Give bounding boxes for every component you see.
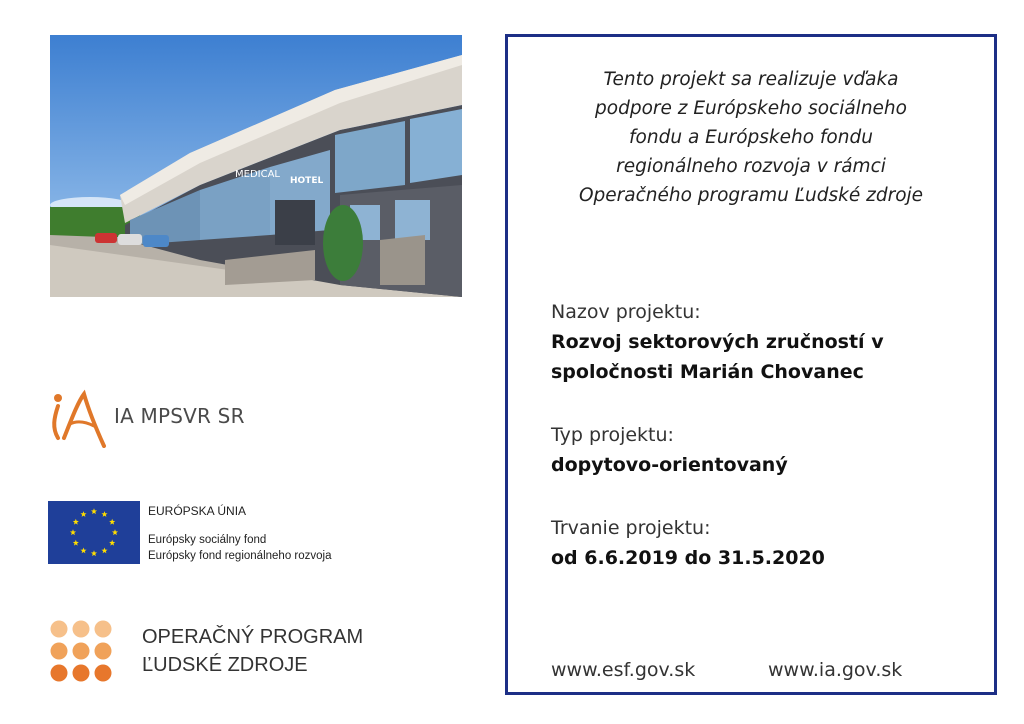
intro-text xyxy=(528,65,974,210)
eu-star-icon xyxy=(91,508,97,514)
project-info-panel xyxy=(505,34,997,695)
photo-sign-text: MEDICAL xyxy=(235,169,280,180)
op-dot xyxy=(73,643,90,660)
eu-line2: Európsky fond regionálneho rozvoja xyxy=(148,550,332,562)
eu-star-icon xyxy=(80,547,86,553)
eu-star-icon xyxy=(80,511,86,517)
building-illustration xyxy=(50,35,462,297)
eu-star-icon xyxy=(73,519,79,525)
op-dot xyxy=(51,643,68,660)
project-name-field xyxy=(551,297,981,387)
ia-link[interactable]: www.ia.gov.sk xyxy=(768,659,903,681)
op-dots-icon xyxy=(48,618,114,684)
project-type-label: Typ projektu: xyxy=(551,424,674,446)
ia-mark-icon xyxy=(50,388,110,448)
eu-star-icon xyxy=(73,540,79,546)
esf-link[interactable]: www.esf.gov.sk xyxy=(551,659,696,681)
eu-star-icon xyxy=(109,540,115,546)
intro-line: regionálneho rozvoja v rámci xyxy=(616,156,886,177)
eu-star-icon xyxy=(70,529,76,535)
op-dot xyxy=(73,621,90,638)
project-name-label: Nazov projektu: xyxy=(551,301,701,323)
eu-star-icon xyxy=(109,519,115,525)
project-type-field xyxy=(551,420,981,480)
project-duration-field xyxy=(551,513,981,573)
op-line1: OPERAČNÝ PROGRAM xyxy=(142,626,364,648)
eu-flag-icon xyxy=(48,501,140,564)
eu-line1: Európsky sociálny fond xyxy=(148,534,267,546)
project-duration-value: od 6.6.2019 do 31.5.2020 xyxy=(551,547,825,569)
eu-title: EURÓPSKA ÚNIA xyxy=(148,504,247,518)
building-photo xyxy=(50,35,462,297)
photo-hotel-text: HOTEL xyxy=(290,176,324,186)
op-dot xyxy=(95,643,112,660)
ia-mpsvr-logo xyxy=(50,388,290,448)
ia-label: IA MPSVR SR xyxy=(114,404,245,428)
eu-star-icon xyxy=(91,550,97,556)
eu-logo xyxy=(48,501,378,567)
op-line2: ĽUDSKÉ ZDROJE xyxy=(142,654,308,676)
op-logo xyxy=(48,618,378,684)
intro-line: Tento projekt sa realizuje vďaka xyxy=(603,69,899,90)
project-name-value: spoločnosti Marián Chovanec xyxy=(551,361,864,383)
op-dot xyxy=(51,665,68,682)
project-name-value: Rozvoj sektorových zručností v xyxy=(551,331,884,353)
op-dot xyxy=(51,621,68,638)
eu-star-icon xyxy=(112,529,118,535)
intro-line: fondu a Európskeho fondu xyxy=(629,127,873,148)
intro-line: podpore z Európskeho sociálneho xyxy=(595,98,907,119)
project-type-value: dopytovo-orientovaný xyxy=(551,454,788,476)
op-dot xyxy=(73,665,90,682)
op-dot xyxy=(95,665,112,682)
project-duration-label: Trvanie projektu: xyxy=(551,517,711,539)
intro-line: Operačného programu Ľudské zdroje xyxy=(578,185,924,206)
eu-star-icon xyxy=(101,547,107,553)
op-dot xyxy=(95,621,112,638)
eu-star-icon xyxy=(101,511,107,517)
